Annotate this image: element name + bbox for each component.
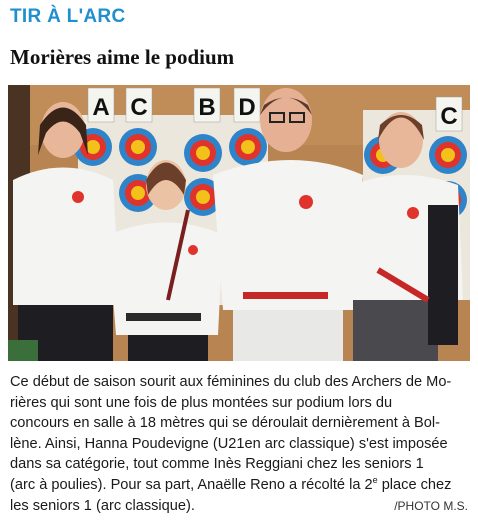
section-rubric: TIR À L'ARC <box>10 6 126 27</box>
article-body <box>10 372 470 516</box>
target-ring <box>86 140 100 154</box>
target-letter: C <box>440 103 458 130</box>
body-line: Ce début de saison sourit aux féminines du club des Archers de Mo- <box>10 374 452 390</box>
body-line: concours en salle à 18 mètres qui se déroulait dernièrement à Bol- <box>10 415 440 432</box>
photo-credit: /PHOTO M.S. <box>394 499 468 513</box>
body-line-tail: place chez <box>377 476 452 493</box>
body-line-text: (arc à poulies). Pour sa part, Anaëlle Reno a récolté la 2 <box>10 476 373 493</box>
ordinal-superscript: e <box>372 474 378 485</box>
target-ring <box>441 148 455 162</box>
body-line-7: les seniors 1 (arc classique). <box>10 497 195 514</box>
target-ring <box>196 190 210 204</box>
archers-group-photo <box>8 85 470 361</box>
target-letter: B <box>198 94 216 121</box>
body-line: dans sa catégorie, tout comme Inès Reggiani chez les seniors 1 <box>10 456 424 473</box>
target-letter: A <box>92 94 110 121</box>
target-ring <box>196 146 210 160</box>
article-photo <box>8 85 470 361</box>
target-letter: D <box>238 94 256 121</box>
article-headline: Morières aime le podium <box>10 45 235 69</box>
target-ring <box>241 140 255 154</box>
target-ring <box>131 186 145 200</box>
target-ring <box>131 140 145 154</box>
body-line: lène. Ainsi, Hanna Poudevigne (U21en arc classique) s'est imposée <box>10 435 448 452</box>
body-line: rières qui sont une fois de plus montées sur podium lors du <box>10 394 393 411</box>
body-line-6 <box>10 475 470 496</box>
target-letter: C <box>130 94 148 121</box>
